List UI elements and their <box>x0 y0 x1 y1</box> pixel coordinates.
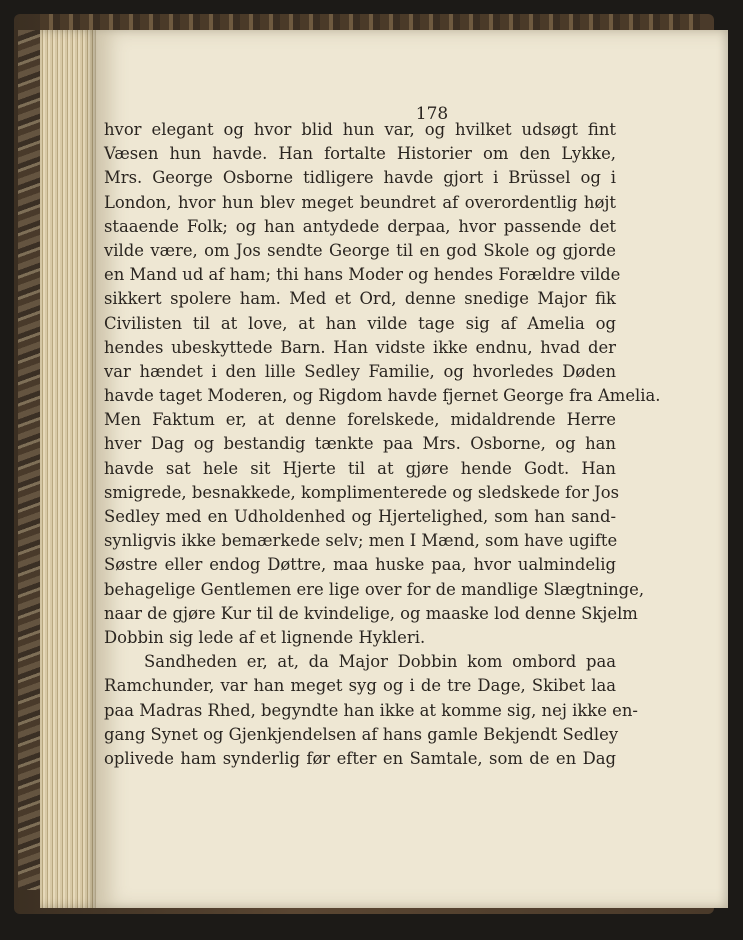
text-line: paa Madras Rhed, begyndte han ikke at komme sig, nej ikke en- <box>104 700 638 720</box>
text-line: gang Synet og Gjenkjendelsen af hans gamle Bekjendt Sedley <box>104 724 619 744</box>
text-line-paragraph-start: Sandheden er, at, da Major Dobbin kom ombord paa <box>144 652 616 672</box>
text-line: synligvis ikke bemærkede selv; men I Mænd, som have ugifte <box>104 531 618 551</box>
text-line: behagelige Gentlemen ere lige over for de mandlige Slægtninge, <box>104 579 645 599</box>
text-line: oplivede ham synderlig før efter en Samtale, som de en Dag <box>104 748 616 768</box>
text-line: hendes ubeskyttede Barn. Han vidste ikke endnu, hvad der <box>104 337 616 357</box>
text-line: sikkert spolere ham. Med et Ord, denne snedige Major fik <box>104 289 616 309</box>
text-line: var hændet i den lille Sedley Familie, og hvorledes Døden <box>104 361 616 381</box>
text-line: vilde være, om Jos sendte George til en god Skole og gjorde <box>104 240 616 260</box>
text-line: hver Dag og bestandig tænkte paa Mrs. Osborne, og han <box>104 434 616 454</box>
text-line: Dobbin sig lede af et lignende Hykleri. <box>104 627 426 647</box>
text-line: Men Faktum er, at denne forelskede, midaldrende Herre <box>104 410 616 430</box>
page-number: 178 <box>415 104 449 124</box>
text-line: hvor elegant og hvor blid hun var, og hvilket udsøgt fint <box>104 120 616 139</box>
text-line: havde taget Moderen, og Rigdom havde fjernet George fra Amelia. <box>104 386 661 406</box>
text-line: Væsen hun havde. Han fortalte Historier om den Lykke, <box>104 144 616 164</box>
text-line: Ramchunder, var han meget syg og i de tre Dage, Skibet laa <box>104 676 616 696</box>
text-line: Civilisten til at love, at han vilde tage sig af Amelia og <box>104 313 616 333</box>
text-line: Mrs. George Osborne tidligere havde gjort i Brüssel og i <box>104 168 616 188</box>
body-text <box>104 118 661 771</box>
text-line: Sedley med en Udholdenhed og Hjertelighed, som han sand- <box>104 507 616 526</box>
text-line: Søstre eller endog Døttre, maa huske paa, hvor ualmindelig <box>104 555 616 575</box>
page-edges <box>40 30 98 908</box>
text-line: staaende Folk; og han antydede derpaa, hvor passende det <box>104 216 616 236</box>
text-line: en Mand ud af ham; thi hans Moder og hendes Forældre vilde <box>104 265 621 285</box>
text-line: havde sat hele sit Hjerte til at gjøre hende Godt. Han <box>104 458 616 478</box>
text-line: naar de gjøre Kur til de kvindelige, og maaske lod denne Skjelm <box>104 603 638 623</box>
text-line: London, hvor hun blev meget beundret af overordentlig højt <box>104 192 616 212</box>
text-line: smigrede, besnakkede, komplimenterede og sledskede for Jos <box>104 482 619 502</box>
